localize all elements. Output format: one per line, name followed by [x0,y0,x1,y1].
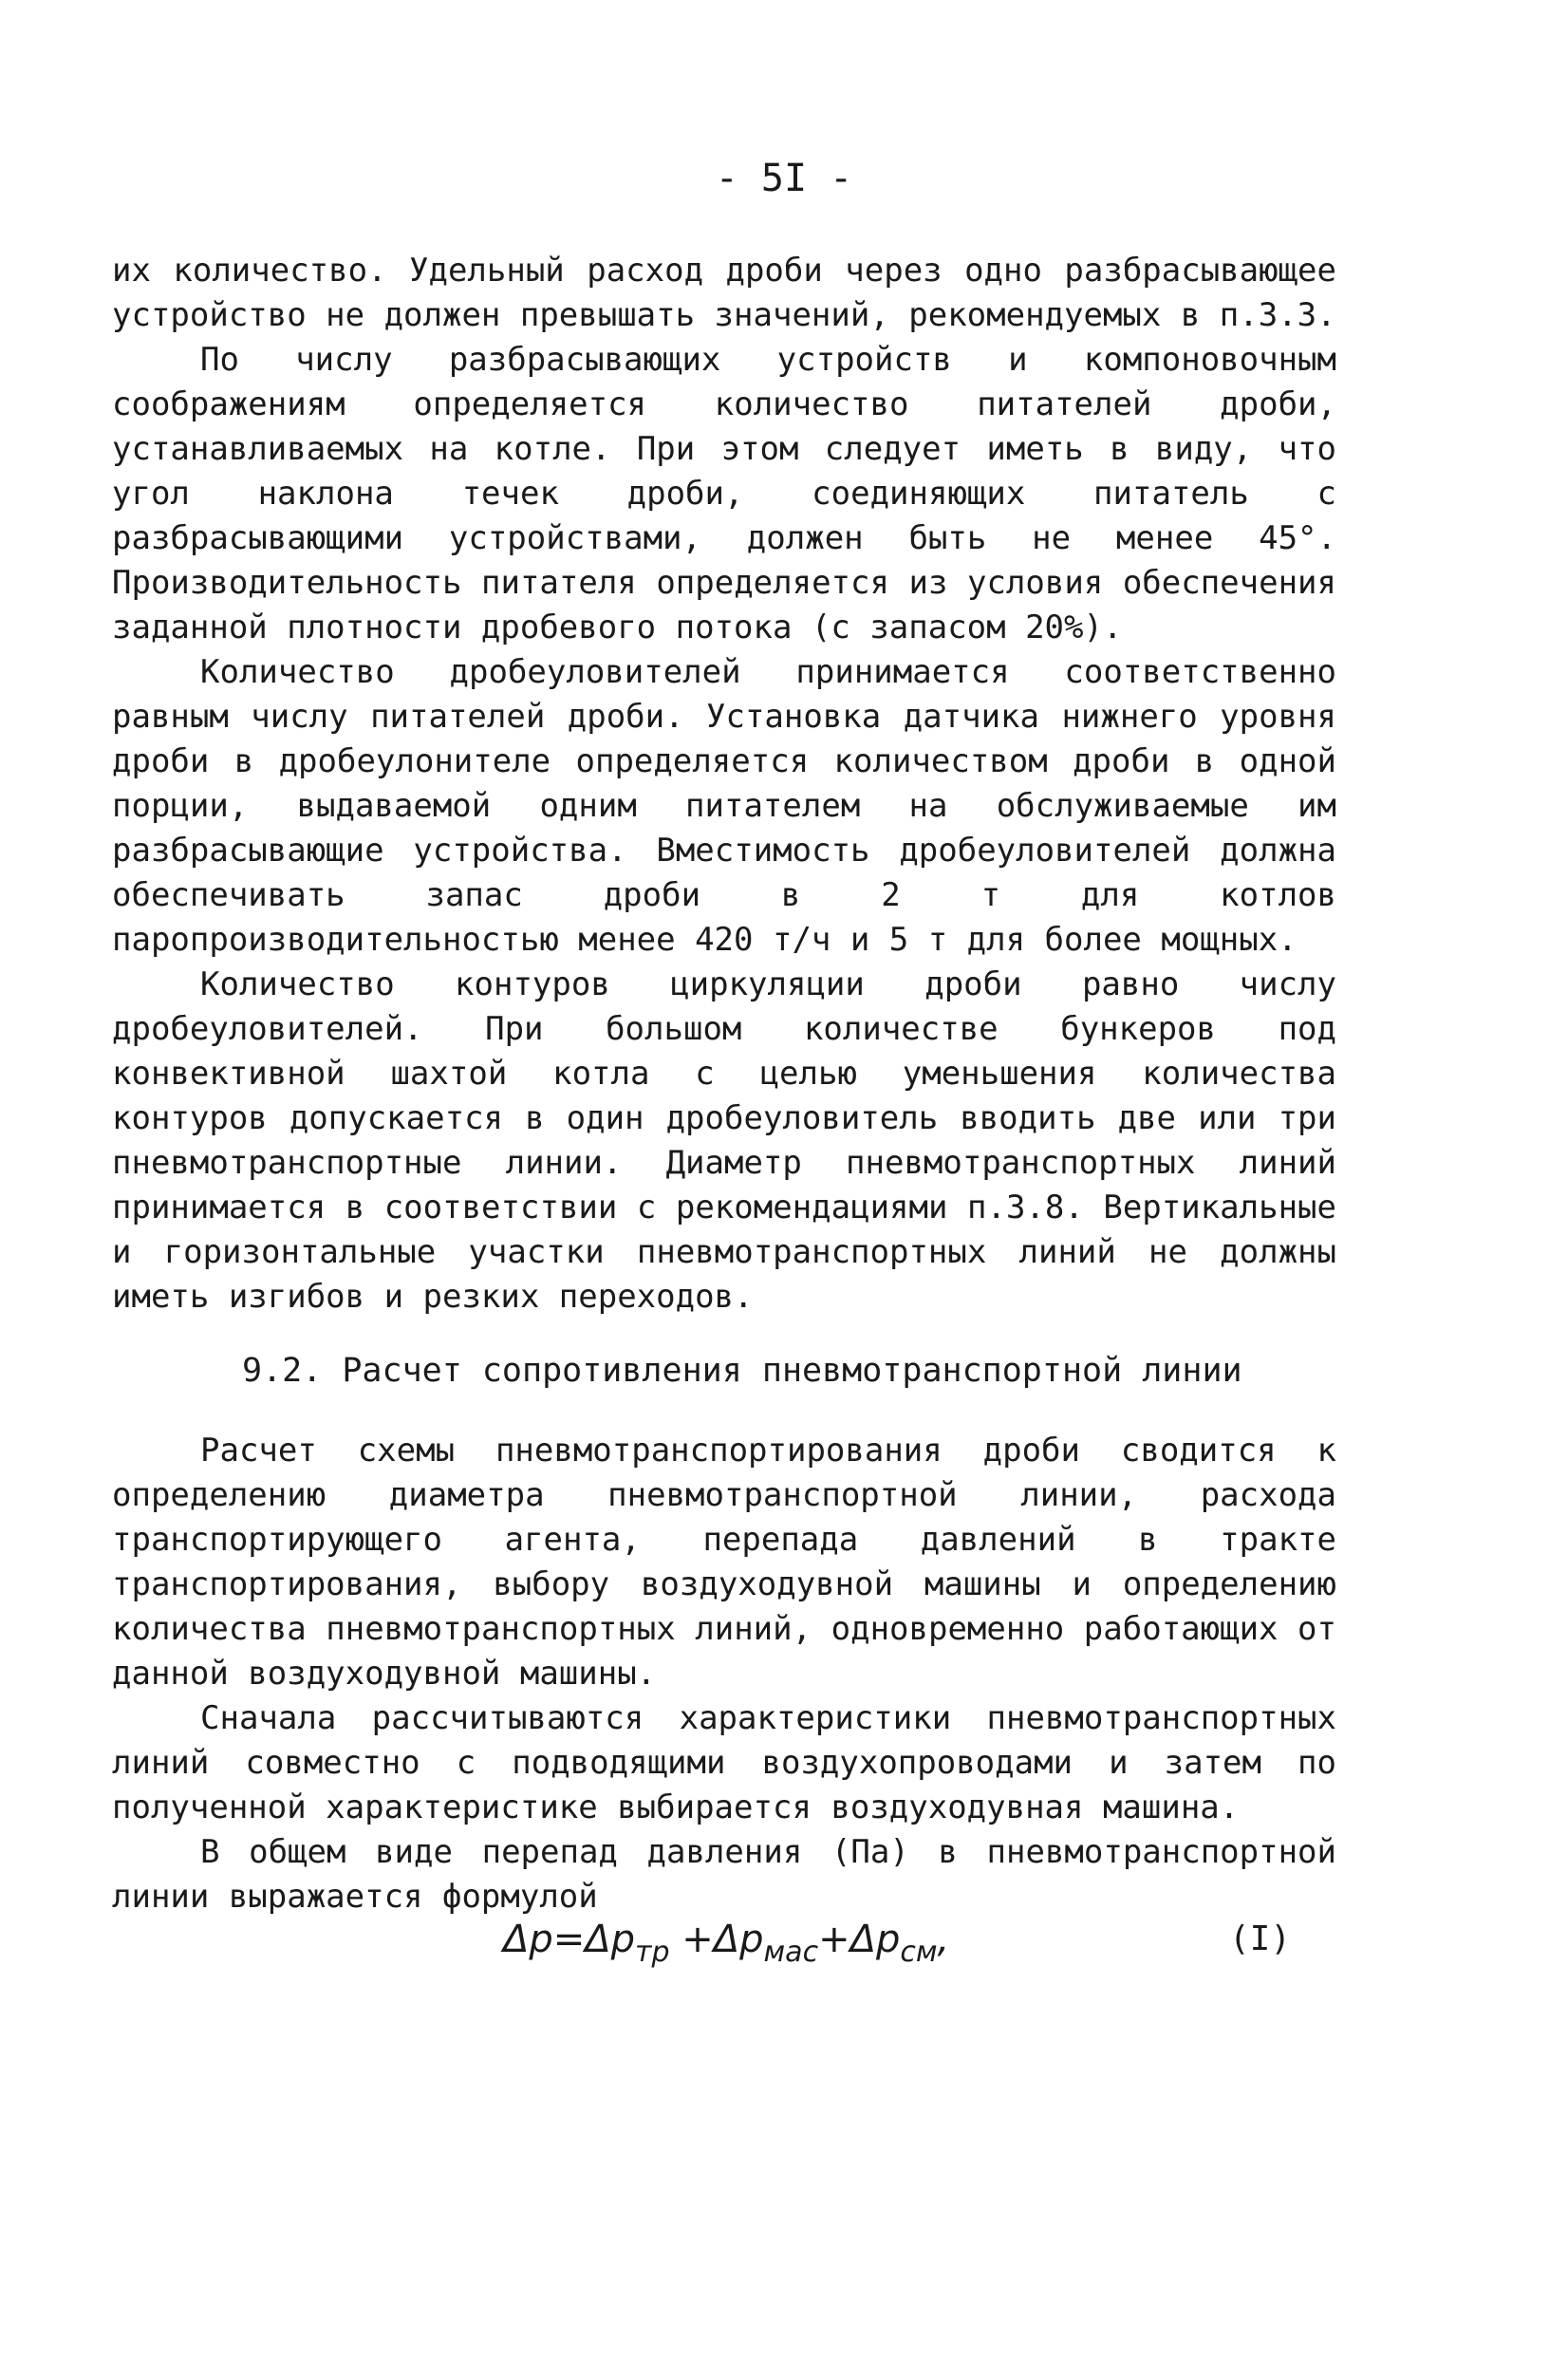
formula-term-3: +Δp [818,1918,901,1961]
formula-term-2: +Δp [669,1918,764,1961]
paragraph-1: их количество. Удельный расход дроби через одно разбрасывающее устройство не должен превышать значений, рекомендуемых в п.3.3. [112,252,1336,334]
section-body-text [112,1429,1336,1919]
section-paragraph-1: Расчет схемы пневмотранспортирования дроби сводится к определению диаметра пневмотранспортной линии, расхода транспортирующего агента, перепада давлений в тракте транспортирования, выбору воздуходувной машины и определению количества пневмотранспортных линий, одновременно работающих от данной воздуходувной машины. [112,1432,1336,1693]
formula-number: (I) [1229,1919,1292,1958]
formula-sub-mixing: см [900,1936,938,1969]
section-paragraph-3: В общем виде перепад давления (Па) в пневмотранспортной линии выражается формулой [112,1833,1336,1916]
formula-tail: , [937,1918,950,1961]
paragraph-3: Количество дробеуловителей принимается соответственно равным числу питателей дроби. Установка датчика нижнего уровня дроби в дробеулонителе определяется количеством дроби в одной порции, выдаваемой одним питателем на обслуживаемые им разбрасывающие устройства. Вместимость дробеуловителей должна обеспечивать запас дроби в 2 т для котлов паропроизводительностью менее 420 т/ч и 5 т для более мощных. [112,653,1336,959]
formula-sub-friction: тр [635,1936,670,1969]
paragraph-2: По числу разбрасывающих устройств и компоновочным соображениям определяется количество питателей дроби, устанавливаемых на котле. При этом следует иметь в виду, что угол наклона течек дроби, соединяющих питатель с разбрасывающими устройствами, должен быть не менее 45°. Производительность питателя определяется из условия обеспечения заданной плотности дробевого потока (с запасом 20%). [112,341,1336,646]
formula-lhs: Δp=Δp [503,1918,636,1961]
body-text [112,249,1336,1320]
section-heading: 9.2. Расчет сопротивления пневмотранспортной линии [242,1352,1242,1390]
pressure-drop-formula [503,1918,949,1969]
formula-sub-mass: мас [763,1936,819,1969]
page-number: - 5I - [715,157,853,200]
section-paragraph-2: Сначала рассчитываются характеристики пневмотранспортных линий совместно с подводящими воздухопроводами и затем по полученной характеристике выбирается воздуходувная машина. [112,1699,1336,1826]
paragraph-4: Количество контуров циркуляции дроби равно числу дробеуловителей. При большом количестве бункеров под конвективной шахтой котла с целью уменьшения количества контуров допускается в один дробеуловитель вводить две или три пневмотранспортные линии. Диаметр пневмотранспортных линий принимается в соответствии с рекомендациями п.3.8. Вертикальные и горизонтальные участки пневмотранспортных линий не должны иметь изгибов и резких переходов. [112,965,1336,1316]
